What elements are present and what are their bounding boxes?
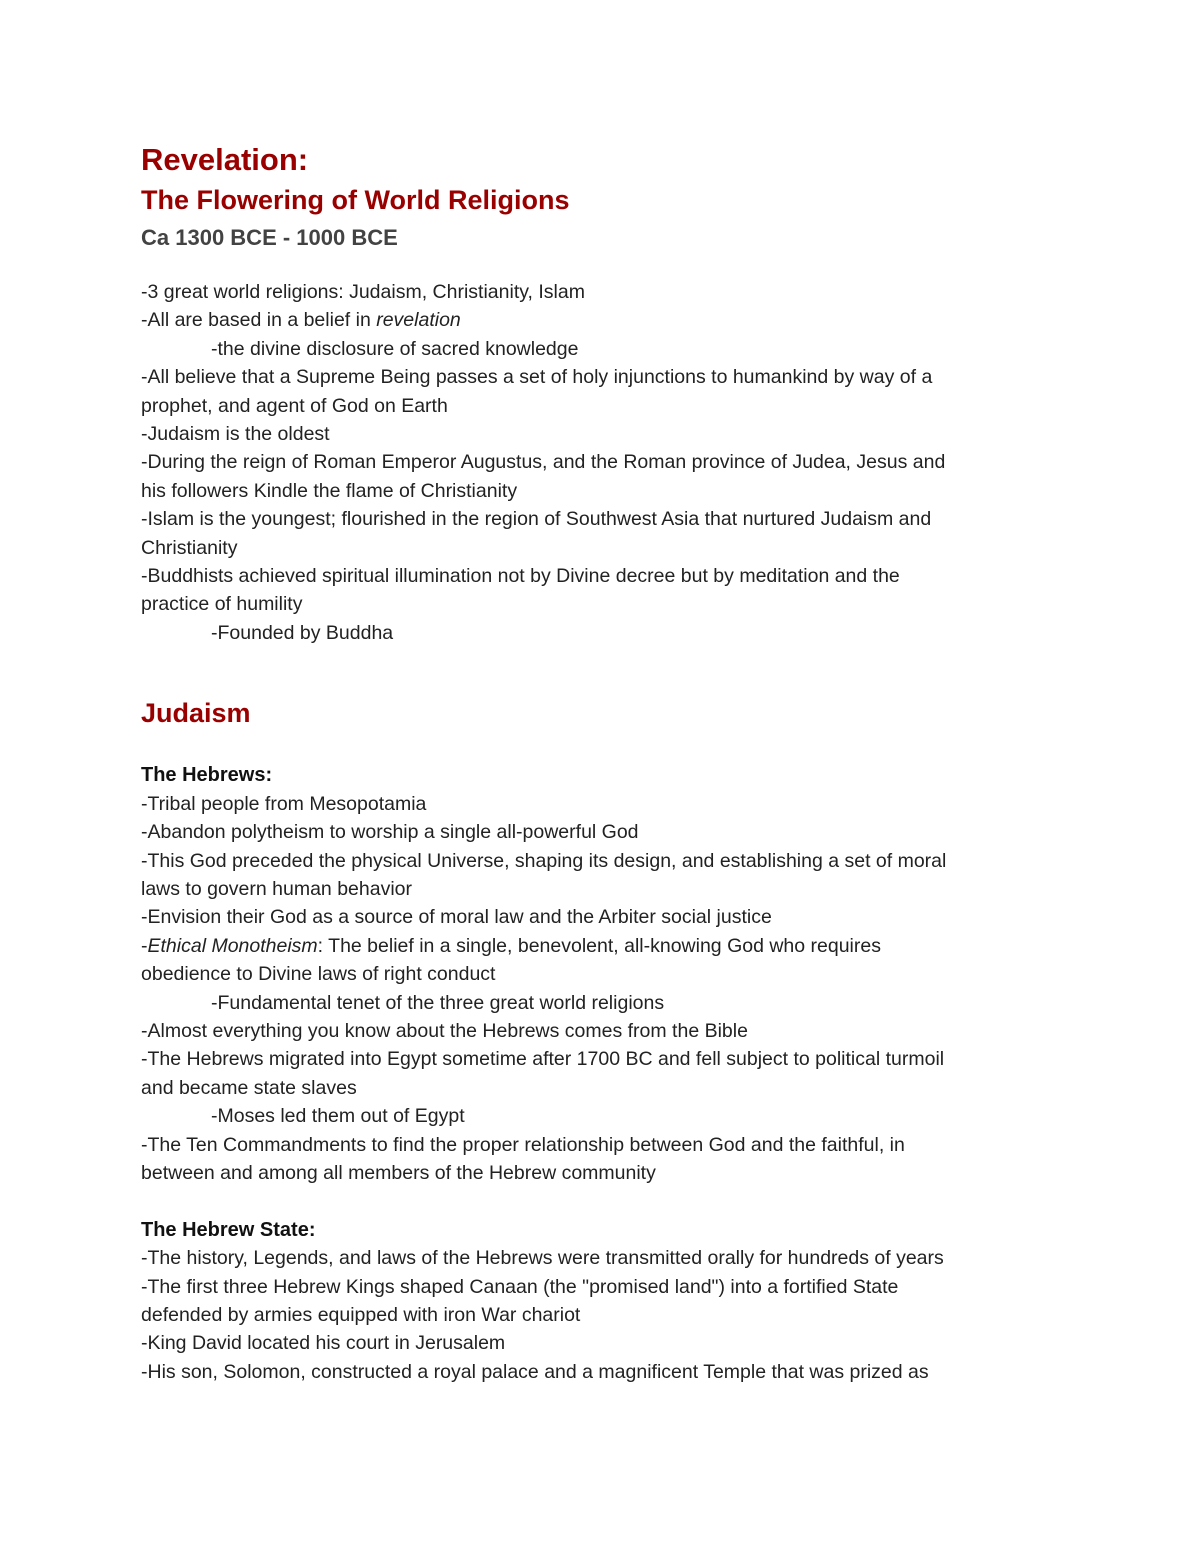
note-line: -Judaism is the oldest bbox=[141, 423, 330, 446]
note-line-indented: -Fundamental tenet of the three great world religions bbox=[211, 991, 665, 1014]
note-line: -3 great world religions: Judaism, Christianity, Islam bbox=[141, 281, 585, 303]
note-line: and became state slaves bbox=[141, 1076, 357, 1099]
note-line: prophet, and agent of God on Earth bbox=[141, 394, 448, 417]
note-line: -King David located his court in Jerusalem bbox=[141, 1332, 506, 1355]
note-line: between and among all members of the Hebrew community bbox=[141, 1161, 656, 1184]
page-title: Revelation: bbox=[141, 142, 309, 177]
note-line: -Buddhists achieved spiritual illumination not by Divine decree but by meditation and the bbox=[141, 565, 900, 588]
note-line: Christianity bbox=[141, 536, 238, 559]
note-line-indented: -the divine disclosure of sacred knowledge bbox=[211, 337, 579, 360]
sub-heading-hebrew-state: The Hebrew State: bbox=[141, 1218, 316, 1241]
page-subtitle: The Flowering of World Religions bbox=[141, 185, 570, 215]
note-line-indented: -Moses led them out of Egypt bbox=[211, 1105, 465, 1128]
note-text: - bbox=[141, 934, 148, 957]
note-line: obedience to Divine laws of right conduct bbox=[141, 963, 496, 986]
note-line: his followers Kindle the flame of Christianity bbox=[141, 479, 518, 502]
note-emphasis: revelation bbox=[376, 309, 461, 332]
note-text: -All are based in a belief in bbox=[141, 309, 377, 332]
section-heading-judaism: Judaism bbox=[141, 698, 251, 729]
note-line: -All believe that a Supreme Being passes a set of holy injunctions to humankind by way of a bbox=[141, 366, 933, 389]
note-line: -This God preceded the physical Universe, shaping its design, and establishing a set of moral bbox=[141, 849, 947, 872]
note-line: practice of humility bbox=[141, 593, 303, 616]
note-line bbox=[141, 932, 1041, 960]
note-line: -The first three Hebrew Kings shaped Canaan (the "promised land") into a fortified State bbox=[141, 1275, 899, 1298]
note-line-indented: -Founded by Buddha bbox=[211, 621, 394, 644]
note-line: -The Ten Commandments to find the proper relationship between God and the faithful, in bbox=[141, 1133, 905, 1156]
hebrew-state-notes bbox=[141, 1216, 1041, 1386]
note-line: -Envision their God as a source of moral law and the Arbiter social justice bbox=[141, 906, 772, 929]
blank-line bbox=[141, 1187, 1041, 1215]
note-line: -During the reign of Roman Emperor Augustus, and the Roman province of Judea, Jesus and bbox=[141, 451, 946, 474]
note-line: -The Hebrews migrated into Egypt sometime after 1700 BC and fell subject to political turmoil bbox=[141, 1048, 945, 1071]
note-line: defended by armies equipped with iron War chariot bbox=[141, 1303, 581, 1326]
date-range: Ca 1300 BCE - 1000 BCE bbox=[141, 225, 398, 250]
hebrews-notes bbox=[141, 761, 1041, 1187]
note-text: : The belief in a single, benevolent, all-knowing God who requires bbox=[317, 934, 881, 957]
note-line: -Almost everything you know about the Hebrews comes from the Bible bbox=[141, 1019, 748, 1042]
intro-notes bbox=[141, 278, 1041, 647]
note-line: -The history, Legends, and laws of the Hebrews were transmitted orally for hundreds of years bbox=[141, 1247, 944, 1270]
note-line: -Tribal people from Mesopotamia bbox=[141, 792, 427, 815]
note-line: -His son, Solomon, constructed a royal palace and a magnificent Temple that was prized as bbox=[141, 1360, 929, 1383]
note-emphasis: Ethical Monotheism bbox=[147, 934, 318, 957]
note-line: -Abandon polytheism to worship a single all-powerful God bbox=[141, 821, 639, 844]
sub-heading-hebrews: The Hebrews: bbox=[141, 764, 273, 787]
document-page bbox=[141, 140, 1041, 1386]
note-line bbox=[141, 306, 1041, 334]
note-line: -Islam is the youngest; flourished in the region of Southwest Asia that nurtured Judaism and bbox=[141, 508, 932, 531]
note-line: laws to govern human behavior bbox=[141, 877, 412, 900]
